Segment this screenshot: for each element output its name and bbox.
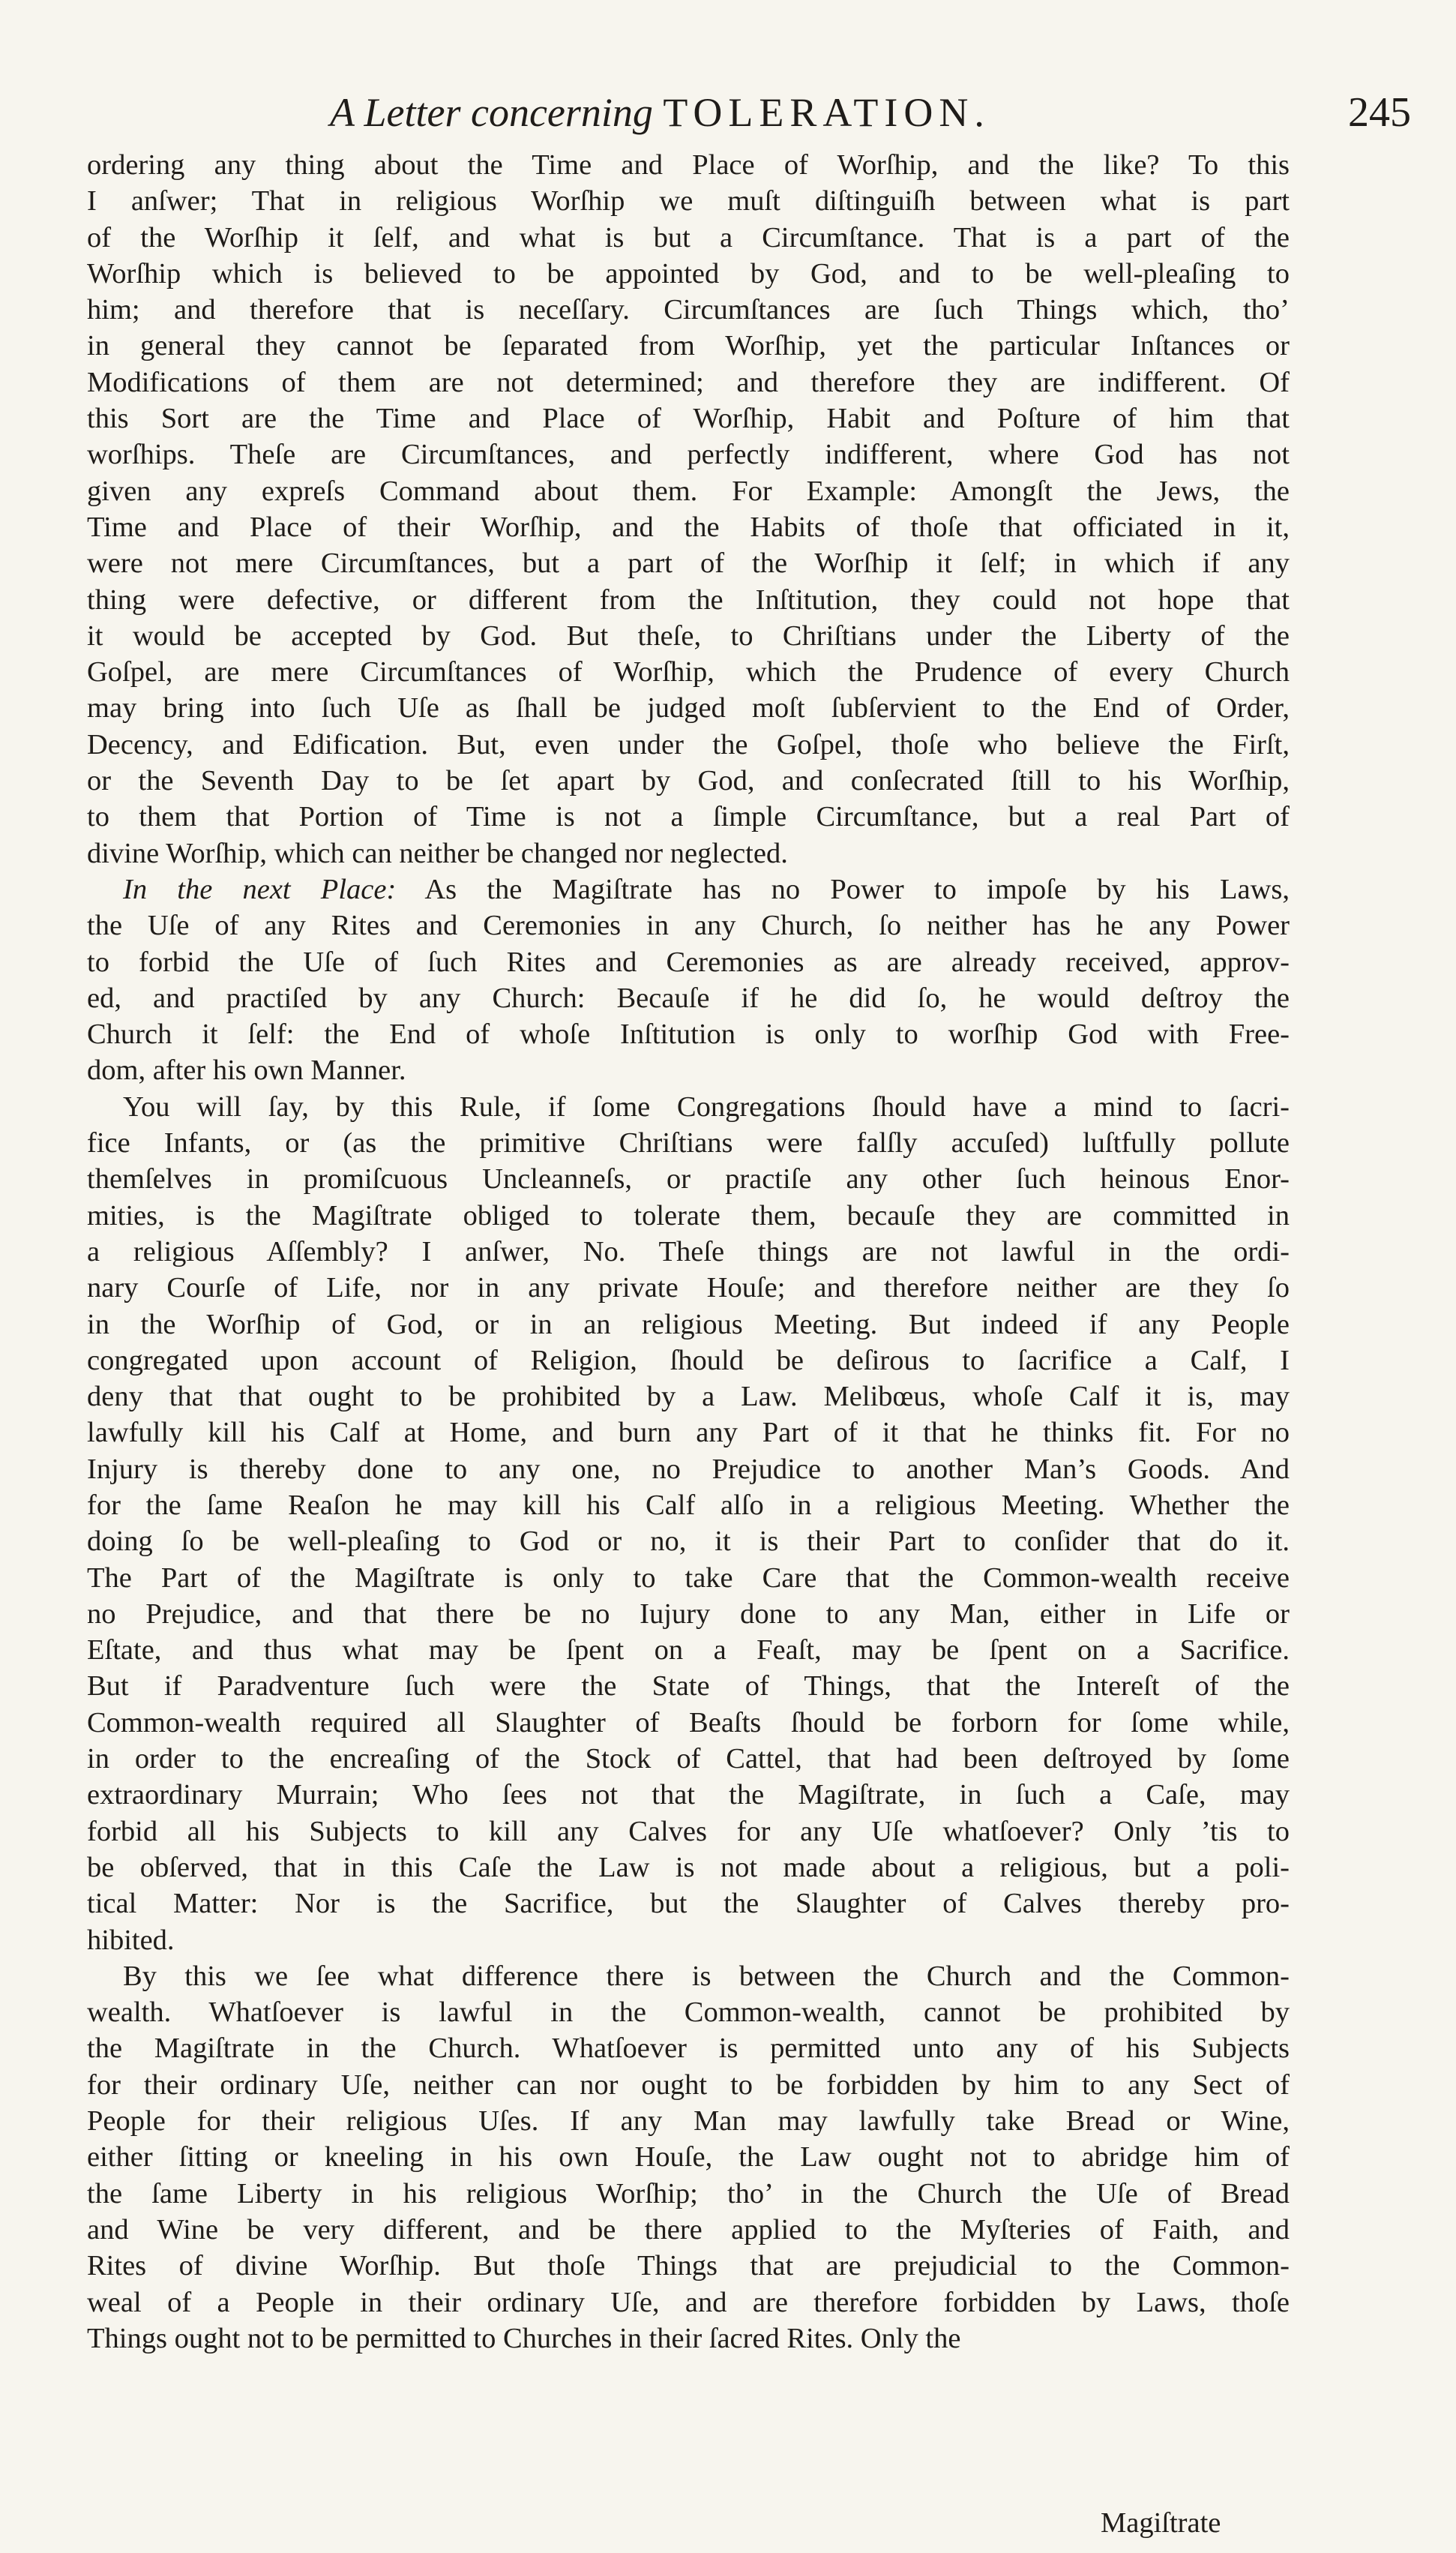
line-text: were not mere Circumſtances, but a part of the Worſhip it ſelf; in which if any (87, 548, 1290, 580)
text-line (87, 1161, 1290, 1197)
line-text: tical Matter: Nor is the Sacrifice, but the Slaughter of Calves thereby pro- (87, 1888, 1290, 1920)
line-text: congregated upon account of Religion, ſhould be deſirous to ſacrifice a Calf, I (87, 1344, 1290, 1376)
text-line (87, 2284, 1290, 2320)
text-line (87, 364, 1290, 400)
line-text: Things ought not to be permitted to Churches in their ſacred Rites. Only the (87, 2322, 961, 2354)
line-text: hibited. (87, 1924, 175, 1956)
text-line (87, 400, 1290, 436)
text-line (87, 1777, 1290, 1813)
line-text: deny that that ought to be prohibited by a Law. Melibœus, whoſe Calf it is, may (87, 1381, 1290, 1413)
text-line (87, 2248, 1290, 2284)
text-line (87, 2176, 1290, 2212)
line-text: the Uſe of any Rites and Ceremonies in any Church, ſo neither has he any Power (87, 910, 1290, 942)
line-text: the ſame Liberty in his religious Worſhip; tho’ in the Church the Uſe of Bread (87, 2177, 1290, 2210)
text-line (87, 1814, 1290, 1850)
line-text: ordering any thing about the Time and Place of Worſhip, and the like? To this (87, 149, 1290, 181)
line-text: be obſerved, that in this Caſe the Law is not made about a religious, but a poli- (87, 1851, 1290, 1883)
line-text: Injury is thereby done to any one, no Prejudice to another Man’s Goods. And (87, 1453, 1290, 1485)
line-text: themſelves in promiſcuous Uncleanneſs, or practiſe any other ſuch heinous Enor- (87, 1163, 1290, 1196)
running-head (0, 82, 1456, 142)
line-text: dom, after his own Manner. (87, 1054, 406, 1087)
text-line (87, 2030, 1290, 2066)
text-line (87, 147, 1290, 183)
line-text: extraordinary Murrain; Who ſees not that the Magiſtrate, in ſuch a Caſe, may (87, 1779, 1290, 1811)
line-text: Modifications of them are not determined; and therefore they are indifferent. Of (87, 366, 1290, 398)
text-line (87, 1414, 1290, 1450)
text-line (87, 2139, 1290, 2175)
line-text: Eſtate, and thus what may be ſpent on a Feaſt, may be ſpent on a Sacrifice. (87, 1634, 1290, 1666)
paragraph (87, 1089, 1290, 1958)
text-line (87, 1234, 1290, 1270)
body-text (87, 147, 1290, 2356)
text-line (87, 980, 1290, 1016)
text-line (87, 436, 1290, 472)
line-text: But if Paradventure ſuch were the State of Things, that the Intereſt of the (87, 1670, 1290, 1702)
line-text: a religious Aſſembly? I anſwer, No. Theſe things are not lawful in the ordi- (87, 1235, 1290, 1268)
line-text: Common-wealth required all Slaughter of Beaſts ſhould be forborn for ſome while, (87, 1706, 1290, 1738)
text-line (87, 1668, 1290, 1704)
text-line (87, 1596, 1290, 1632)
line-text: People for their religious Uſes. If any Man may lawfully take Bread or Wine, (87, 2105, 1290, 2138)
text-line (87, 1270, 1290, 1306)
line-text: or the Seventh Day to be ſet apart by God, and conſecrated ſtill to his Worſhip, (87, 765, 1290, 797)
running-title-italic: A Letter concerning (330, 90, 653, 135)
text-line (87, 2212, 1290, 2248)
line-text: Goſpel, are mere Circumſtances of Worſhip, which the Prudence of every Church (87, 656, 1290, 688)
line-text: By this we ſee what difference there is between the Church and the Common- (123, 1960, 1290, 1992)
text-line (87, 1994, 1290, 2030)
text-line (87, 2320, 1290, 2356)
line-text: You will ſay, by this Rule, if ſome Congregations ſhould have a mind to ſacri- (123, 1090, 1290, 1123)
text-line (87, 220, 1290, 256)
text-line (87, 1451, 1290, 1487)
text-line (87, 1487, 1290, 1523)
line-text: forbid all his Subjects to kill any Calves for any Uſe whatſoever? Only ’tis to (87, 1815, 1290, 1847)
catchword: Magiſtrate (1101, 2507, 1221, 2539)
line-text: The Part of the Magiſtrate is only to take Care that the Common-wealth receive (87, 1562, 1290, 1594)
running-title (330, 82, 990, 142)
text-line (87, 872, 1290, 908)
line-text: to them that Portion of Time is not a ſimple Circumſtance, but a real Part of (87, 801, 1290, 833)
line-text: As the Magiſtrate has no Power to impoſe by his Laws, (396, 873, 1290, 905)
line-text: may bring into ſuch Uſe as ſhall be judged moſt ſubſervient to the End of Order, (87, 692, 1290, 724)
text-line (87, 836, 1290, 872)
text-line (87, 908, 1290, 944)
line-text: to forbid the Uſe of ſuch Rites and Ceremonies as are already received, approv- (87, 946, 1290, 978)
text-line (87, 1560, 1290, 1596)
text-line (87, 1306, 1290, 1342)
line-text: and Wine be very different, and be there applied to the Myſteries of Faith, and (87, 2213, 1290, 2246)
text-line (87, 727, 1290, 763)
line-text: fice Infants, or (as the primitive Chriſtians were falſly accuſed) luſtfully pollute (87, 1127, 1290, 1160)
text-line (87, 1052, 1290, 1088)
text-line (87, 1922, 1290, 1958)
text-line (87, 1378, 1290, 1414)
line-text: I anſwer; That in religious Worſhip we muſt diſtinguiſh between what is part (87, 185, 1290, 218)
page-number: 245 (1348, 89, 1411, 136)
text-line (87, 618, 1290, 654)
text-line (87, 944, 1290, 980)
paragraph (87, 147, 1290, 872)
line-text: him; and therefore that is neceſſary. Circumſtances are ſuch Things which, tho’ (87, 294, 1290, 326)
text-line (87, 1632, 1290, 1668)
text-line (87, 763, 1290, 799)
line-text: this Sort are the Time and Place of Worſhip, Habit and Poſture of him that (87, 403, 1290, 435)
text-line (87, 1850, 1290, 1886)
line-text: the Magiſtrate in the Church. Whatſoever is permitted unto any of his Subjects (87, 2032, 1290, 2065)
line-text: for the ſame Reaſon he may kill his Calf alſo in a religious Meeting. Whether the (87, 1489, 1290, 1521)
line-text: Church it ſelf: the End of whoſe Inſtitution is only to worſhip God with Free- (87, 1018, 1290, 1051)
text-line (87, 2103, 1290, 2139)
line-text: ed, and practiſed by any Church: Becauſe if he did ſo, he would deſtroy the (87, 982, 1290, 1014)
text-line (87, 654, 1290, 690)
line-text: mities, is the Magiſtrate obliged to tolerate them, becauſe they are committed in (87, 1199, 1290, 1232)
text-line (87, 582, 1290, 618)
line-text: given any expreſs Command about them. For Example: Amongſt the Jews, the (87, 475, 1290, 507)
line-text: lawfully kill his Calf at Home, and burn any Part of it that he thinks fit. For no (87, 1417, 1290, 1449)
text-line (87, 690, 1290, 726)
line-text: no Prejudice, and that there be no Iujury done to any Man, either in Life or (87, 1598, 1290, 1630)
text-line (87, 328, 1290, 364)
text-line (87, 799, 1290, 835)
text-line (87, 256, 1290, 292)
line-text: in the Worſhip of God, or in an religious Meeting. But indeed if any People (87, 1308, 1290, 1340)
text-line (87, 509, 1290, 545)
line-text: Worſhip which is believed to be appointed by God, and to be well-pleaſing to (87, 257, 1290, 290)
text-line (87, 1342, 1290, 1378)
text-line (87, 1198, 1290, 1234)
line-text: worſhips. Theſe are Circumſtances, and perfectly indifferent, where God has not (87, 439, 1290, 471)
text-line (87, 545, 1290, 581)
text-line (87, 183, 1290, 219)
line-text: Decency, and Edification. But, even under the Goſpel, thoſe who believe the Firſt, (87, 728, 1290, 760)
text-line (87, 1016, 1290, 1052)
line-text: wealth. Whatſoever is lawful in the Common-wealth, cannot be prohibited by (87, 1996, 1290, 2029)
text-line (87, 1125, 1290, 1161)
line-text: it would be accepted by God. But theſe, to Chriſtians under the Liberty of the (87, 620, 1290, 652)
line-text: divine Worſhip, which can neither be changed nor neglected. (87, 837, 788, 869)
running-title-caps: TOLERATION. (663, 90, 990, 135)
paragraph-lead: In the next Place: (123, 873, 397, 905)
text-line (87, 1958, 1290, 1994)
text-line (87, 1741, 1290, 1777)
line-text: in order to the encreaſing of the Stock of Cattel, that had been deſtroyed by ſome (87, 1743, 1290, 1775)
text-line (87, 1523, 1290, 1559)
line-text: doing ſo be well-pleaſing to God or no, it is their Part to conſider that do it. (87, 1526, 1290, 1558)
line-text: weal of a People in their ordinary Uſe, and are therefore forbidden by Laws, thoſe (87, 2286, 1290, 2318)
text-line (87, 1886, 1290, 1922)
text-line (87, 1089, 1290, 1125)
paragraph (87, 872, 1290, 1089)
line-text: for their ordinary Uſe, neither can nor ought to be forbidden by him to any Sect of (87, 2068, 1290, 2101)
paragraph (87, 1958, 1290, 2356)
line-text: in general they cannot be ſeparated from Worſhip, yet the particular Inſtances or (87, 330, 1290, 362)
text-line (87, 473, 1290, 509)
line-text: nary Courſe of Life, nor in any private Houſe; and therefore neither are they ſo (87, 1272, 1290, 1304)
line-text: either ſitting or kneeling in his own Houſe, the Law ought not to abridge him of (87, 2141, 1290, 2174)
text-line (87, 1705, 1290, 1741)
text-line (87, 292, 1290, 328)
text-line (87, 2067, 1290, 2103)
line-text: thing were defective, or different from the Inſtitution, they could not hope that (87, 584, 1290, 616)
line-text: Time and Place of their Worſhip, and the Habits of thoſe that officiated in it, (87, 511, 1290, 543)
line-text: Rites of divine Worſhip. But thoſe Things that are prejudicial to the Common- (87, 2250, 1290, 2282)
line-text: of the Worſhip it ſelf, and what is but a Circumſtance. That is a part of the (87, 221, 1290, 254)
